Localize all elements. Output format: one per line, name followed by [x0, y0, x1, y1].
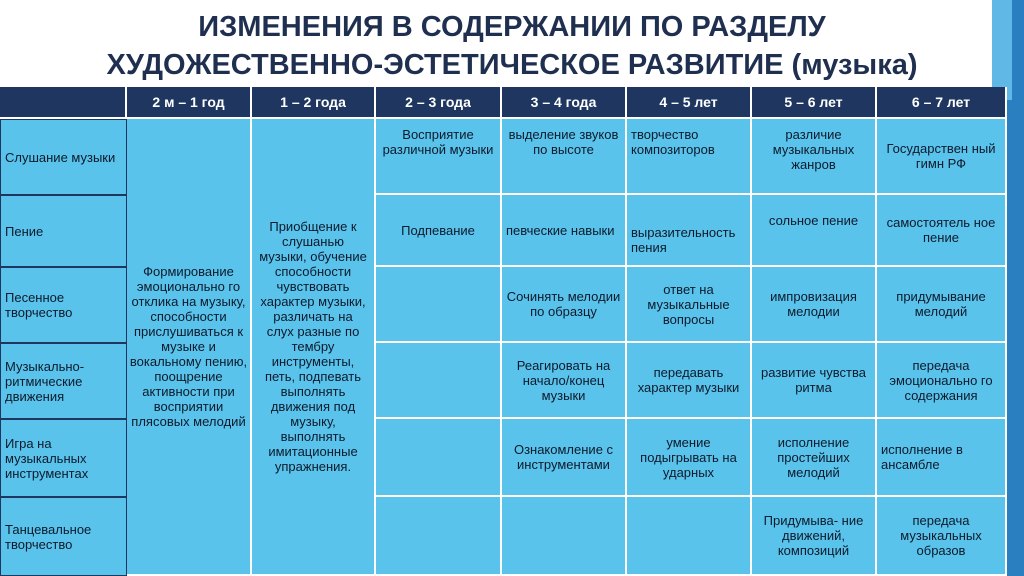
merged-cell-2m-1y: Формирование эмоционально го отклика на музыку, способности прислушиваться к музыке и вокальному пению, поощрение активности при восприятии плясовых мелодий [127, 119, 252, 576]
cell-singing-2-3y: Подпевание [376, 195, 502, 267]
cell-listening-3-4y: выделение звуков по высоте [502, 119, 627, 195]
cell-dance-5-6y: Придумыва- ние движений, композиций [752, 497, 877, 576]
cell-instruments-3-4y: Ознакомление с инструментами [502, 419, 627, 497]
cell-song-creation-3-4y: Сочинять мелодии по образцу [502, 267, 627, 343]
cell-song-creation-5-6y: импровизация мелодии [752, 267, 877, 343]
cell-singing-6-7y: самостоятель ное пение [877, 195, 1007, 267]
col-header-3-4y: 3 – 4 года [502, 87, 627, 119]
content-table [0, 87, 1007, 576]
slide-title [0, 8, 1024, 84]
row-header-rhythmic-movement: Музыкально-ритмические движения [0, 343, 127, 419]
col-header-2m-1y: 2 м – 1 год [127, 87, 252, 119]
cell-instruments-6-7y: исполнение в ансамбле [877, 419, 1007, 497]
cell-singing-5-6y: сольное пение [752, 195, 877, 267]
row-header-song-creation: Песенное творчество [0, 267, 127, 343]
cell-song-creation-6-7y: придумывание мелодий [877, 267, 1007, 343]
title-line-2: ХУДОЖЕСТВЕННО-ЭСТЕТИЧЕСКОЕ РАЗВИТИЕ (музыка) [106, 49, 918, 81]
title-line-1: ИЗМЕНЕНИЯ В СОДЕРЖАНИИ ПО РАЗДЕЛУ [198, 11, 826, 43]
cell-rhythmic-4-5y: передавать характер музыки [627, 343, 752, 419]
cell-dance-6-7y: передача музыкальных образов [877, 497, 1007, 576]
cell-listening-6-7y: Государствен ный гимн РФ [877, 119, 1007, 195]
cell-listening-4-5y: творчество композиторов [627, 119, 752, 195]
col-header-5-6y: 5 – 6 лет [752, 87, 877, 119]
cell-dance-3-4y [502, 497, 627, 576]
cell-instruments-2-3y [376, 419, 502, 497]
col-header-4-5y: 4 – 5 лет [627, 87, 752, 119]
merged-cell-1-2y: Приобщение к слушанью музыки, обучение способности чувствовать характер музыки, различать на слух разные по тембру инструменты, петь, подпевать выполнять движения под музыку, выполнять имитационные упражнения. [252, 119, 376, 576]
cell-rhythmic-5-6y: развитие чувства ритма [752, 343, 877, 419]
cell-listening-2-3y: Восприятие различной музыки [376, 119, 502, 195]
cell-rhythmic-2-3y [376, 343, 502, 419]
row-header-dance: Танцевальное творчество [0, 497, 127, 576]
cell-song-creation-4-5y: ответ на музыкальные вопросы [627, 267, 752, 343]
col-header-2-3y: 2 – 3 года [376, 87, 502, 119]
cell-dance-2-3y [376, 497, 502, 576]
cell-singing-3-4y: певческие навыки [502, 195, 627, 267]
header-corner [0, 87, 127, 119]
cell-singing-4-5y: выразительность пения [627, 195, 752, 267]
row-header-instruments: Игра на музыкальных инструментах [0, 419, 127, 497]
col-header-6-7y: 6 – 7 лет [877, 87, 1007, 119]
row-header-listening: Слушание музыки [0, 119, 127, 195]
col-header-1-2y: 1 – 2 года [252, 87, 376, 119]
cell-rhythmic-3-4y: Реагировать на начало/конец музыки [502, 343, 627, 419]
cell-dance-4-5y [627, 497, 752, 576]
row-header-singing: Пение [0, 195, 127, 267]
cell-instruments-5-6y: исполнение простейших мелодий [752, 419, 877, 497]
cell-rhythmic-6-7y: передача эмоционально го содержания [877, 343, 1007, 419]
cell-instruments-4-5y: умение подыгрывать на ударных [627, 419, 752, 497]
cell-song-creation-2-3y [376, 267, 502, 343]
cell-listening-5-6y: различие музыкальных жанров [752, 119, 877, 195]
